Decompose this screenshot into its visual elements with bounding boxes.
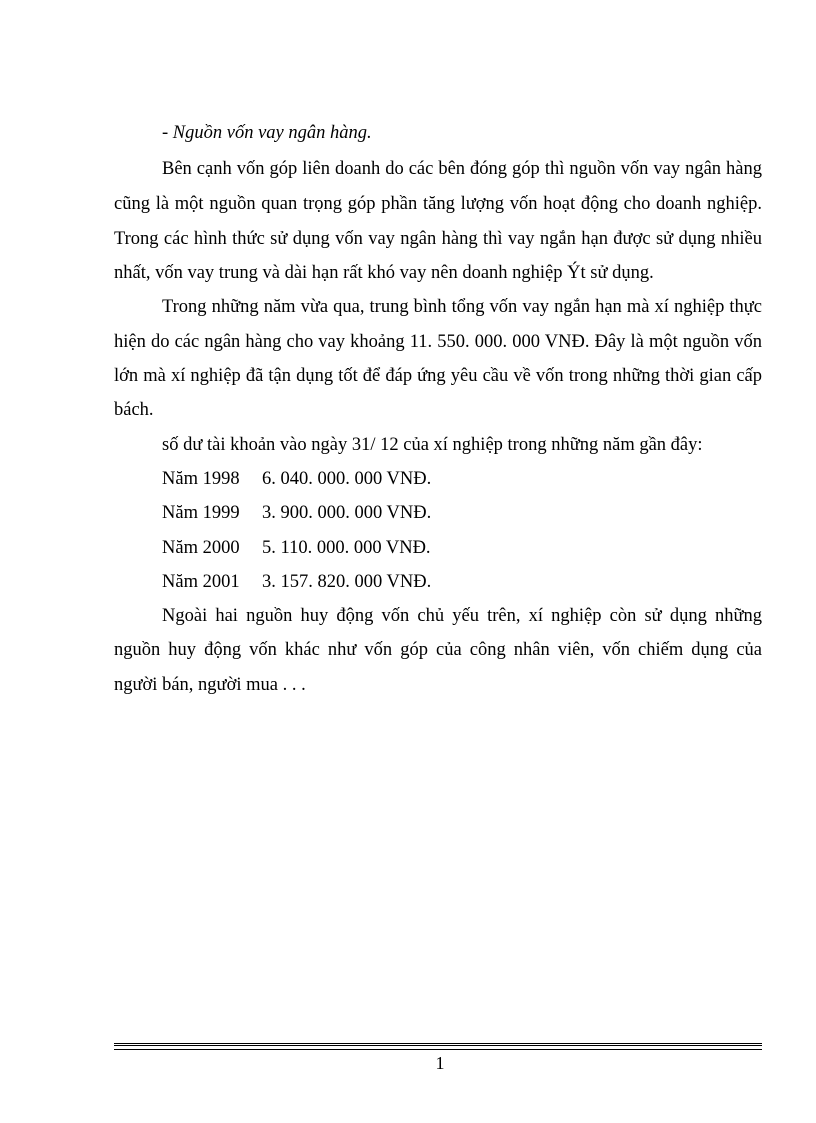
page-number: 1: [435, 1053, 445, 1073]
balance-year: Năm 1998: [162, 469, 240, 489]
balance-year: Năm 1999: [162, 503, 240, 523]
balance-row: [162, 570, 431, 594]
paragraph1-line: Bên cạnh vốn góp liên doanh do các bên đóng góp thì nguồn vốn vay ngân hàng: [162, 159, 762, 179]
paragraph3-line: Ngoài hai nguồn huy động vốn chủ yếu trên, xí nghiệp còn sử dụng những: [162, 606, 762, 626]
paragraph1-line: nhất, vốn vay trung và dài hạn rất khó vay nên doanh nghiệp Ýt sử dụng.: [114, 263, 654, 283]
section-heading: - Nguồn vốn vay ngân hàng.: [162, 123, 372, 143]
balance-year: Năm 2001: [162, 572, 240, 592]
balance-amount: 6. 040. 000. 000 VNĐ.: [262, 469, 432, 489]
paragraph2-line: Trong những năm vừa qua, trung bình tổng vốn vay ngắn hạn mà xí nghiệp thực: [162, 297, 762, 317]
balance-amount: 5. 110. 000. 000 VNĐ.: [262, 538, 431, 558]
balance-row: [162, 501, 431, 525]
balance-row: [162, 467, 431, 491]
balance-row: [162, 536, 431, 560]
paragraph1-line: cũng là một nguồn quan trọng góp phần tăng lượng vốn hoạt động cho doanh nghiệp.: [114, 194, 762, 214]
balance-year: Năm 2000: [162, 538, 240, 558]
footer-rule-thin: [114, 1049, 762, 1050]
balance-intro: số dư tài khoản vào ngày 31/ 12 của xí nghiệp trong những năm gần đây:: [162, 435, 703, 455]
paragraph2-line: hiện do các ngân hàng cho vay khoảng 11. 550. 000. 000 VNĐ. Đây là một nguồn vốn: [114, 332, 762, 352]
paragraph1-line: Trong các hình thức sử dụng vốn vay ngân hàng thì vay ngắn hạn được sử dụng nhiều: [114, 229, 762, 249]
paragraph2-line: lớn mà xí nghiệp đã tận dụng tốt để đáp ứng yêu cầu về vốn trong những thời gian cấp: [114, 366, 762, 386]
paragraph2-line: bách.: [114, 400, 154, 420]
balance-amount: 3. 157. 820. 000 VNĐ.: [262, 572, 432, 592]
balance-amount: 3. 900. 000. 000 VNĐ.: [262, 503, 432, 523]
paragraph3-line: nguồn huy động vốn khác như vốn góp của công nhân viên, vốn chiếm dụng của: [114, 640, 762, 660]
footer-rule: [114, 1043, 762, 1046]
paragraph3-line: người bán, người mua . . .: [114, 675, 306, 695]
